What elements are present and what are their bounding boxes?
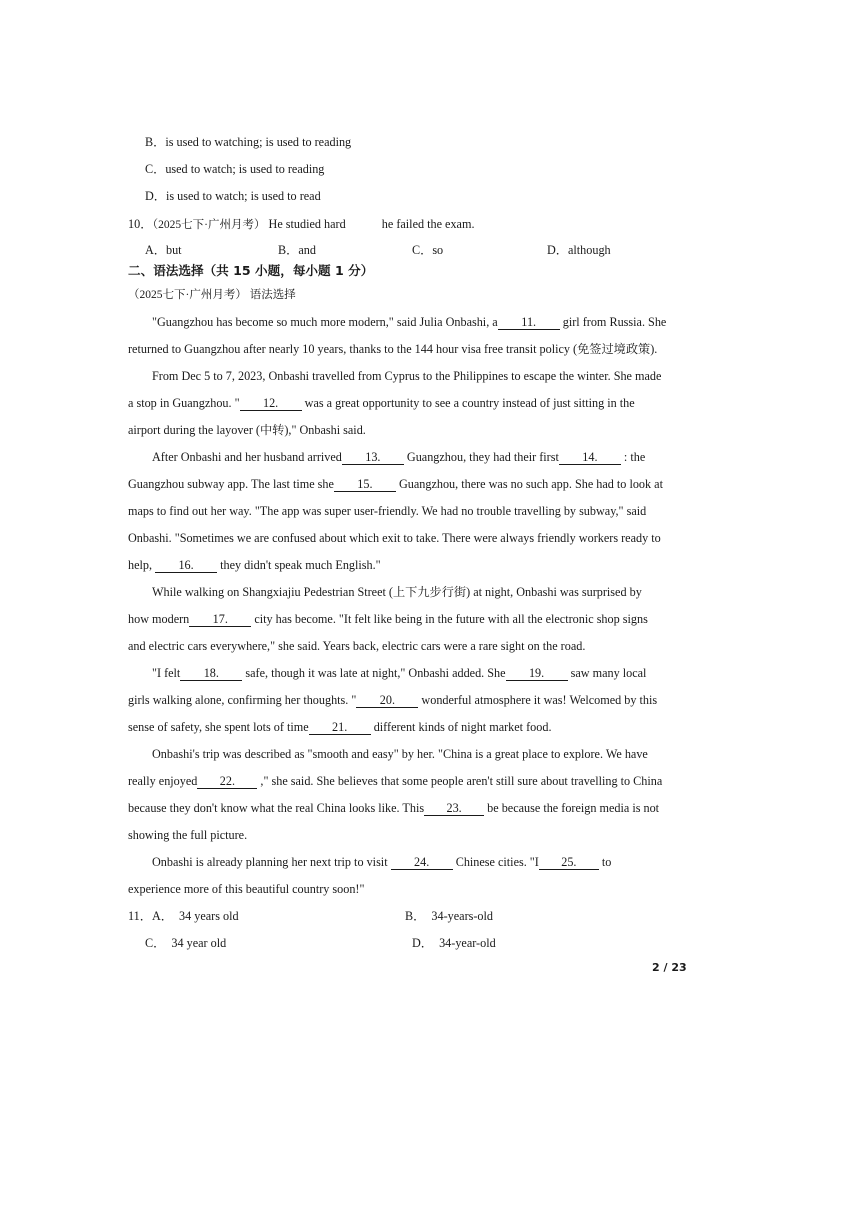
blank-14[interactable]: 14. xyxy=(559,451,621,465)
passage-line: returned to Guangzhou after nearly 10 years, thanks to the 144 hour visa free transit policy (免签过境政策). xyxy=(128,342,658,356)
section-source xyxy=(128,287,296,303)
question-text: he failed the exam. xyxy=(381,217,475,231)
passage-text: to xyxy=(601,855,612,869)
passage-text: really enjoyed xyxy=(128,774,198,788)
passage-text: saw many local xyxy=(570,666,647,680)
source-tag: （2025七下·广州月考） xyxy=(128,289,247,301)
passage-text: was a great opportunity to see a country instead of just sitting in the xyxy=(304,396,635,410)
passage-line xyxy=(152,665,646,681)
passage-line: showing the full picture. xyxy=(128,828,248,842)
passage-text: Guangzhou subway app. The last time she xyxy=(128,477,334,491)
blank-12[interactable]: 12. xyxy=(240,397,302,411)
passage-text: safe, though it was late at night," Onbashi added. She xyxy=(245,666,506,680)
passage-text: wonderful atmosphere it was! Welcomed by this xyxy=(421,693,658,707)
passage-text: ," she said. She believes that some people aren't still sure about travelling to China xyxy=(260,774,663,788)
question-number: 10． xyxy=(128,217,153,231)
question-text: He studied hard xyxy=(268,217,346,231)
passage-text: : the xyxy=(623,450,646,464)
passage-line: maps to find out her way. "The app was super user-friendly. We had no trouble travelling by subway," said xyxy=(128,504,647,518)
passage-line xyxy=(128,773,662,789)
q10-option-d[interactable]: D．although xyxy=(547,243,611,257)
question-number: 11． xyxy=(128,909,152,923)
option-c[interactable]: C．used to watch; is used to reading xyxy=(145,162,325,176)
passage-text: Guangzhou, they had their first xyxy=(406,450,559,464)
passage-text: sense of safety, she spent lots of time xyxy=(128,720,309,734)
passage-text: Chinese cities. "I xyxy=(455,855,539,869)
question-10 xyxy=(128,215,475,233)
passage-text: "I felt xyxy=(152,666,181,680)
passage-line xyxy=(128,719,552,735)
passage-line: Onbashi. "Sometimes we are confused about which exit to take. There were always friendly workers ready to xyxy=(128,531,661,545)
question-source: （2025七下·广州月考） xyxy=(152,219,266,231)
passage-text: help, xyxy=(128,558,153,572)
passage-line xyxy=(152,449,645,465)
passage-text: because they don't know what the real China looks like. This xyxy=(128,801,425,815)
passage-line: experience more of this beautiful country soon!" xyxy=(128,882,365,896)
passage-text: they didn't speak much English." xyxy=(220,558,381,572)
q10-option-c[interactable]: C．so xyxy=(412,243,444,257)
source-label: 语法选择 xyxy=(249,289,296,301)
passage-line: From Dec 5 to 7, 2023, Onbashi travelled from Cyprus to the Philippines to escape the winter. She made xyxy=(152,369,662,383)
passage-text: Onbashi is already planning her next trip to visit xyxy=(152,855,388,869)
blank-19[interactable]: 19. xyxy=(506,667,568,681)
passage-line xyxy=(152,314,666,330)
option-b[interactable]: B．is used to watching; is used to reading xyxy=(145,135,352,149)
q11-option-d[interactable]: D． 34-year-old xyxy=(412,936,496,950)
blank-17[interactable]: 17. xyxy=(189,613,251,627)
passage-line xyxy=(128,800,659,816)
passage-line xyxy=(152,854,611,870)
blank-13[interactable]: 13. xyxy=(342,451,404,465)
blank-16[interactable]: 16. xyxy=(155,559,217,573)
option-d[interactable]: D．is used to watch; is used to read xyxy=(145,189,321,203)
passage-text: a stop in Guangzhou. " xyxy=(128,396,240,410)
passage-text: be because the foreign media is not xyxy=(487,801,660,815)
passage-line xyxy=(128,692,657,708)
passage-line: Onbashi's trip was described as "smooth and easy" by her. "China is a great place to explore. We have xyxy=(152,747,648,761)
blank-23[interactable]: 23. xyxy=(424,802,484,816)
blank-18[interactable]: 18. xyxy=(180,667,242,681)
blank-24[interactable]: 24. xyxy=(391,856,453,870)
passage-text: city has become. "It felt like being in the future with all the electronic shop signs xyxy=(254,612,648,626)
passage-line: and electric cars everywhere," she said. Years back, electric cars were a rare sight on the road. xyxy=(128,639,586,653)
q10-option-a[interactable]: A．but xyxy=(145,243,182,257)
passage-text: how modern xyxy=(128,612,190,626)
blank-15[interactable]: 15. xyxy=(334,478,396,492)
passage-text: girl from Russia. She xyxy=(562,315,667,329)
q11-option-a[interactable]: A． 34 years old xyxy=(151,909,239,923)
page-number: 2 / 23 xyxy=(652,961,687,974)
q11-option-c[interactable]: C． 34 year old xyxy=(145,936,227,950)
passage-line xyxy=(128,611,648,627)
q11-option-b[interactable]: B． 34-years-old xyxy=(405,909,494,923)
passage-line: airport during the layover (中转)," Onbashi said. xyxy=(128,423,366,437)
passage-text: girls walking alone, confirming her thoughts. " xyxy=(128,693,357,707)
section-heading: 二、语法选择（共 15 小题，每小题 1 分） xyxy=(128,263,374,278)
passage-line xyxy=(128,476,663,492)
passage-line xyxy=(128,557,381,573)
passage-text: "Guangzhou has become so much more modern," said Julia Onbashi, a xyxy=(152,315,498,329)
passage-text: After Onbashi and her husband arrived xyxy=(152,450,342,464)
answer-blank[interactable] xyxy=(349,215,379,228)
q10-option-b[interactable]: B．and xyxy=(278,243,316,257)
blank-11[interactable]: 11. xyxy=(498,316,560,330)
blank-20[interactable]: 20. xyxy=(356,694,418,708)
q11-option-a-row xyxy=(128,908,239,924)
passage-line: While walking on Shangxiajiu Pedestrian Street (上下九步行街) at night, Onbashi was surprised by xyxy=(152,585,642,599)
blank-21[interactable]: 21. xyxy=(309,721,371,735)
blank-22[interactable]: 22. xyxy=(197,775,257,789)
passage-text: different kinds of night market food. xyxy=(373,720,552,734)
blank-25[interactable]: 25. xyxy=(539,856,599,870)
passage-line xyxy=(128,395,635,411)
passage-text: Guangzhou, there was no such app. She had to look at xyxy=(398,477,663,491)
